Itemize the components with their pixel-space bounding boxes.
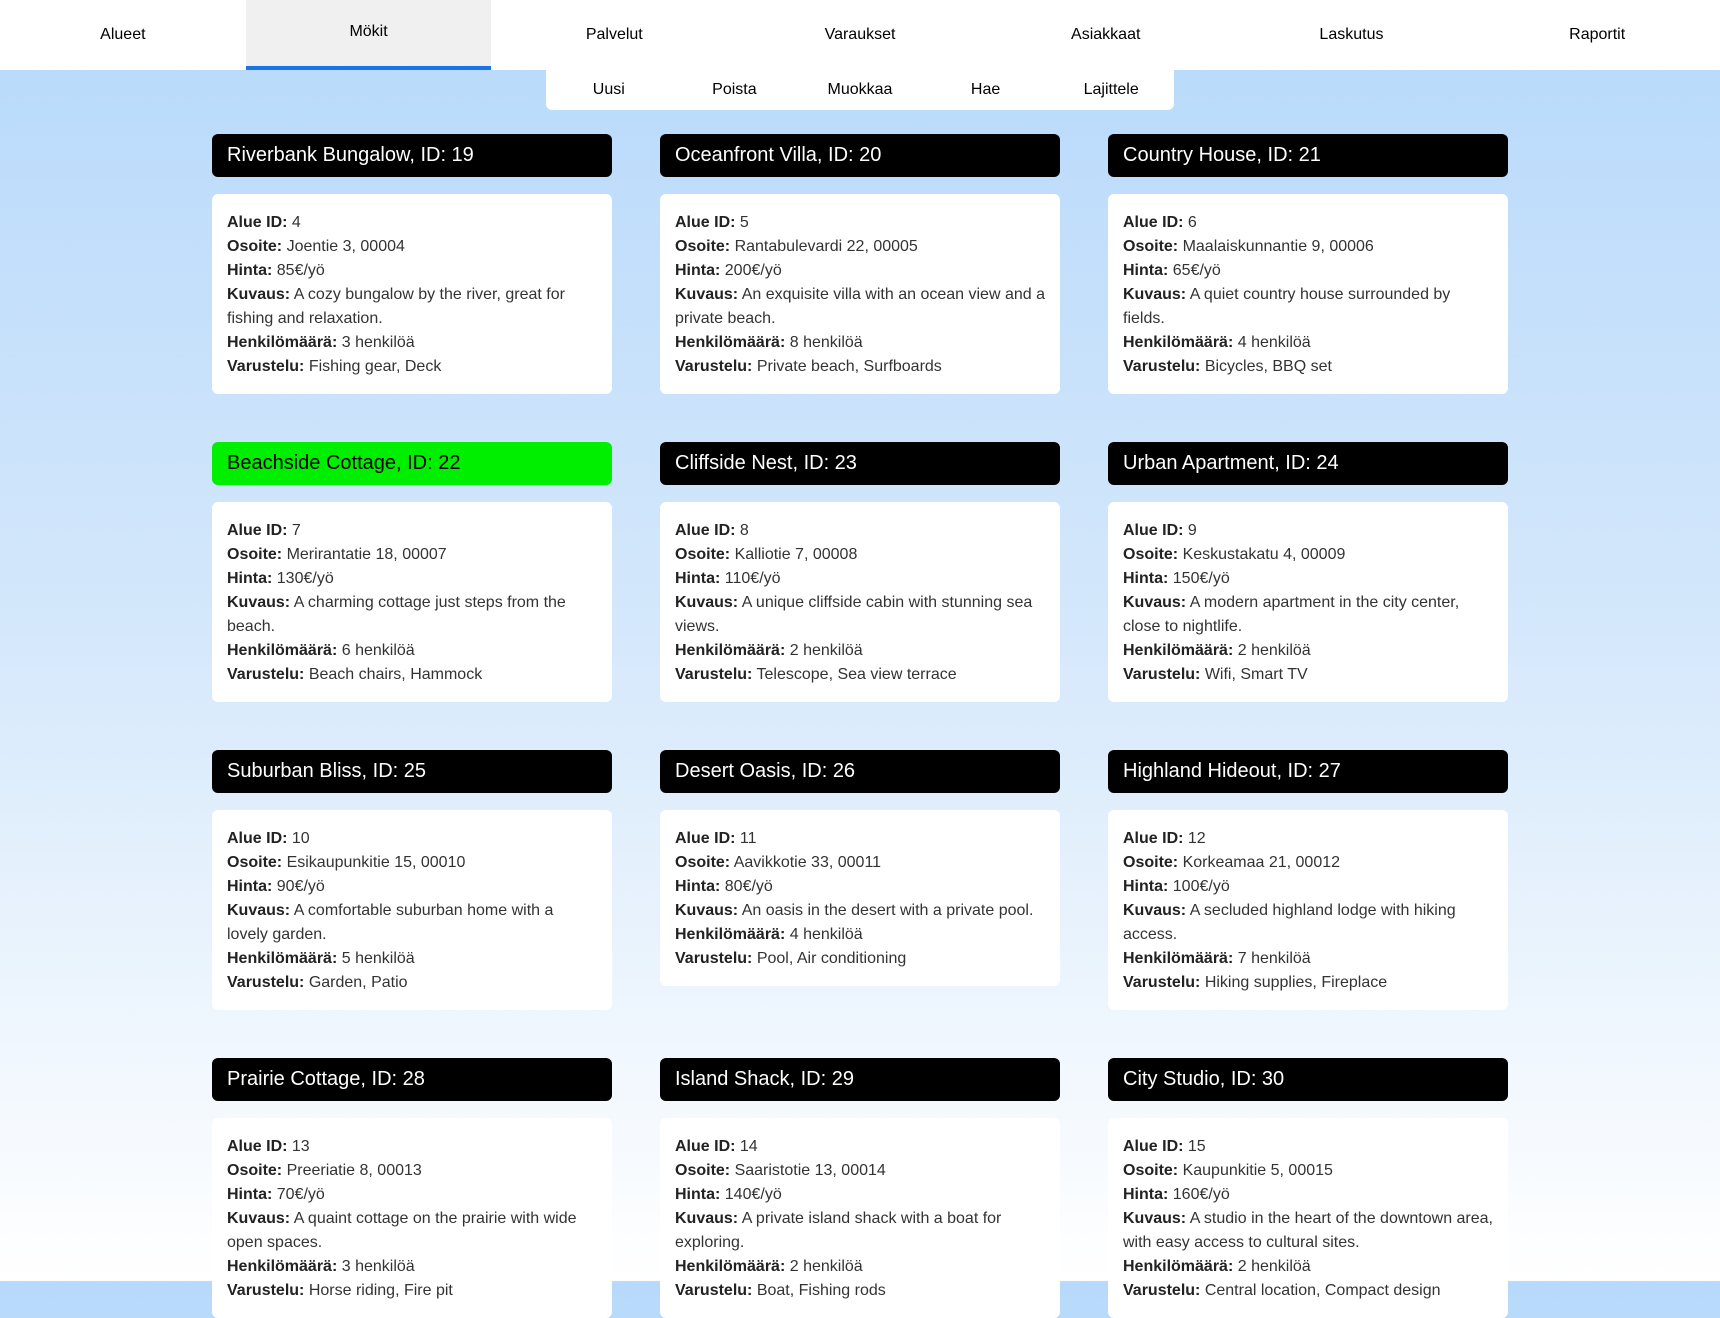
detail-value-alue: 11 — [739, 830, 757, 847]
tab-varaukset[interactable]: Varaukset — [824, 26, 896, 43]
detail-value-osoite: Korkeamaa 21, 00012 — [1182, 854, 1341, 871]
detail-value-osoite: Kaupunkitie 5, 00015 — [1182, 1162, 1333, 1179]
detail-row-osoite — [675, 235, 1045, 259]
detail-row-hinta — [227, 567, 597, 591]
detail-value-kuvaus: A studio in the heart of the downtown area, with easy access to cultural sites. — [1123, 1210, 1493, 1251]
detail-label-alue: Alue ID: — [1123, 522, 1184, 539]
detail-value-alue: 9 — [1187, 522, 1197, 539]
detail-value-kuvaus: A quiet country house surrounded by fields. — [1123, 286, 1451, 327]
detail-row-alue — [227, 1135, 597, 1159]
sort-button[interactable]: Lajittele — [1083, 81, 1139, 98]
detail-label-varustelu: Varustelu: — [675, 358, 753, 375]
detail-value-kuvaus: A charming cottage just steps from the beach. — [227, 594, 566, 635]
cabin-card-title[interactable]: Oceanfront Villa, ID: 20 — [660, 134, 1060, 177]
detail-row-hinta — [227, 875, 597, 899]
detail-label-kuvaus: Kuvaus: — [1123, 286, 1187, 303]
detail-row-varustelu — [227, 663, 597, 687]
detail-value-henkilo: 7 henkilöä — [1237, 950, 1311, 967]
detail-label-henkilo: Henkilömäärä: — [227, 334, 338, 351]
detail-row-alue — [675, 211, 1045, 235]
detail-row-kuvaus — [1123, 899, 1493, 947]
cabin-card-details — [212, 1118, 612, 1318]
search-button[interactable]: Hae — [970, 81, 1001, 98]
detail-row-alue — [227, 827, 597, 851]
detail-value-osoite: Maalaiskunnantie 9, 00006 — [1182, 238, 1374, 255]
cabin-card[interactable] — [1108, 134, 1508, 394]
detail-label-hinta: Hinta: — [1123, 570, 1169, 587]
tab-asiakkaat[interactable]: Asiakkaat — [1071, 26, 1141, 43]
detail-row-osoite — [1123, 235, 1493, 259]
detail-row-hinta — [227, 1183, 597, 1207]
detail-label-alue: Alue ID: — [1123, 214, 1184, 231]
detail-row-hinta — [675, 259, 1045, 283]
detail-row-osoite — [227, 235, 597, 259]
detail-row-osoite — [227, 1159, 597, 1183]
detail-label-alue: Alue ID: — [227, 214, 288, 231]
detail-row-osoite — [675, 851, 1045, 875]
detail-value-osoite: Keskustakatu 4, 00009 — [1182, 546, 1346, 563]
detail-row-osoite — [675, 543, 1045, 567]
detail-value-hinta: 160€/yö — [1172, 1186, 1230, 1203]
detail-value-henkilo: 4 henkilöä — [1237, 334, 1311, 351]
cabin-card[interactable] — [660, 750, 1060, 986]
detail-value-henkilo: 6 henkilöä — [341, 642, 415, 659]
detail-value-varustelu: Telescope, Sea view terrace — [756, 666, 957, 683]
detail-row-henkilo — [675, 331, 1045, 355]
detail-row-henkilo — [227, 947, 597, 971]
edit-button[interactable]: Muokkaa — [827, 81, 893, 98]
cabin-card[interactable] — [1108, 750, 1508, 1010]
cabin-card-details — [212, 194, 612, 394]
detail-row-henkilo — [675, 923, 1045, 947]
cabin-card-details — [660, 502, 1060, 702]
detail-row-osoite — [1123, 1159, 1493, 1183]
cabin-card-title[interactable]: City Studio, ID: 30 — [1108, 1058, 1508, 1101]
detail-label-osoite: Osoite: — [227, 238, 283, 255]
detail-row-osoite — [227, 851, 597, 875]
detail-label-henkilo: Henkilömäärä: — [227, 1258, 338, 1275]
detail-row-alue — [675, 1135, 1045, 1159]
cabin-card[interactable] — [660, 442, 1060, 702]
detail-value-osoite: Saaristotie 13, 00014 — [734, 1162, 886, 1179]
detail-label-hinta: Hinta: — [1123, 262, 1169, 279]
detail-row-hinta — [675, 1183, 1045, 1207]
delete-button[interactable]: Poista — [712, 81, 757, 98]
detail-value-kuvaus: A quaint cottage on the prairie with wide open spaces. — [227, 1210, 577, 1251]
detail-label-hinta: Hinta: — [675, 1186, 721, 1203]
cabin-card-title[interactable]: Urban Apartment, ID: 24 — [1108, 442, 1508, 485]
detail-label-kuvaus: Kuvaus: — [227, 286, 291, 303]
detail-value-varustelu: Fishing gear, Deck — [308, 358, 442, 375]
detail-label-henkilo: Henkilömäärä: — [227, 950, 338, 967]
detail-row-varustelu — [675, 1279, 1045, 1303]
tab-palvelut[interactable]: Palvelut — [585, 26, 643, 43]
detail-value-osoite: Merirantatie 18, 00007 — [286, 546, 447, 563]
detail-label-alue: Alue ID: — [227, 522, 288, 539]
detail-row-kuvaus — [227, 283, 597, 331]
detail-label-alue: Alue ID: — [675, 830, 736, 847]
detail-label-henkilo: Henkilömäärä: — [675, 926, 786, 943]
cabin-card[interactable] — [660, 134, 1060, 394]
detail-value-varustelu: Garden, Patio — [308, 974, 408, 991]
detail-value-alue: 5 — [739, 214, 749, 231]
detail-value-kuvaus: An exquisite villa with an ocean view and a private beach. — [675, 286, 1045, 327]
detail-label-kuvaus: Kuvaus: — [675, 1210, 739, 1227]
detail-label-osoite: Osoite: — [1123, 546, 1179, 563]
detail-label-kuvaus: Kuvaus: — [227, 902, 291, 919]
detail-row-hinta — [1123, 567, 1493, 591]
detail-value-kuvaus: A comfortable suburban home with a lovely garden. — [227, 902, 554, 943]
detail-row-hinta — [1123, 1183, 1493, 1207]
detail-label-kuvaus: Kuvaus: — [1123, 594, 1187, 611]
cabin-card-title[interactable]: Country House, ID: 21 — [1108, 134, 1508, 177]
detail-row-kuvaus — [227, 899, 597, 947]
detail-label-varustelu: Varustelu: — [1123, 1282, 1201, 1299]
action-toolbar — [546, 70, 1174, 110]
detail-row-kuvaus — [227, 591, 597, 639]
detail-label-alue: Alue ID: — [675, 1138, 736, 1155]
detail-label-kuvaus: Kuvaus: — [227, 1210, 291, 1227]
detail-label-hinta: Hinta: — [227, 1186, 273, 1203]
detail-label-alue: Alue ID: — [227, 830, 288, 847]
detail-row-henkilo — [1123, 639, 1493, 663]
detail-row-alue — [1123, 827, 1493, 851]
detail-row-varustelu — [675, 663, 1045, 687]
cabin-card[interactable] — [212, 134, 612, 394]
detail-row-osoite — [1123, 851, 1493, 875]
detail-label-kuvaus: Kuvaus: — [1123, 1210, 1187, 1227]
detail-value-hinta: 65€/yö — [1172, 262, 1221, 279]
detail-row-osoite — [675, 1159, 1045, 1183]
cabin-card-title[interactable]: Cliffside Nest, ID: 23 — [660, 442, 1060, 485]
cabin-card-title[interactable]: Desert Oasis, ID: 26 — [660, 750, 1060, 793]
detail-row-hinta — [1123, 875, 1493, 899]
cabin-grid — [212, 134, 1508, 1318]
cabin-card-details — [212, 502, 612, 702]
detail-row-henkilo — [1123, 1255, 1493, 1279]
detail-label-alue: Alue ID: — [1123, 830, 1184, 847]
detail-label-varustelu: Varustelu: — [1123, 358, 1201, 375]
detail-value-henkilo: 4 henkilöä — [789, 926, 863, 943]
cabin-card-details — [660, 194, 1060, 394]
detail-value-osoite: Esikaupunkitie 15, 00010 — [286, 854, 466, 871]
detail-row-kuvaus — [675, 283, 1045, 331]
detail-value-hinta: 110€/yö — [724, 570, 781, 587]
cabin-card[interactable] — [1108, 442, 1508, 702]
detail-value-alue: 13 — [291, 1138, 310, 1155]
detail-row-henkilo — [227, 639, 597, 663]
detail-row-alue — [1123, 1135, 1493, 1159]
detail-label-hinta: Hinta: — [675, 878, 721, 895]
detail-value-henkilo: 3 henkilöä — [341, 334, 415, 351]
cabin-card-title[interactable]: Beachside Cottage, ID: 22 — [212, 442, 612, 485]
detail-row-varustelu — [227, 971, 597, 995]
tab-alueet[interactable]: Alueet — [100, 26, 146, 43]
detail-row-kuvaus — [1123, 591, 1493, 639]
detail-label-hinta: Hinta: — [1123, 1186, 1169, 1203]
cabin-card-title[interactable]: Island Shack, ID: 29 — [660, 1058, 1060, 1101]
detail-label-varustelu: Varustelu: — [227, 358, 305, 375]
detail-label-alue: Alue ID: — [675, 522, 736, 539]
detail-label-henkilo: Henkilömäärä: — [1123, 334, 1234, 351]
cabin-card[interactable] — [660, 1058, 1060, 1318]
top-navigation — [0, 0, 1720, 70]
detail-value-varustelu: Boat, Fishing rods — [756, 1282, 886, 1299]
detail-value-henkilo: 8 henkilöä — [789, 334, 863, 351]
detail-value-varustelu: Pool, Air conditioning — [756, 950, 907, 967]
detail-row-hinta — [227, 259, 597, 283]
detail-row-henkilo — [1123, 947, 1493, 971]
detail-label-henkilo: Henkilömäärä: — [1123, 950, 1234, 967]
detail-value-alue: 4 — [291, 214, 301, 231]
detail-label-osoite: Osoite: — [227, 1162, 283, 1179]
detail-value-henkilo: 5 henkilöä — [341, 950, 415, 967]
detail-row-alue — [1123, 519, 1493, 543]
cabin-card-details — [660, 810, 1060, 986]
detail-value-hinta: 70€/yö — [276, 1186, 325, 1203]
detail-label-alue: Alue ID: — [1123, 1138, 1184, 1155]
detail-row-henkilo — [227, 1255, 597, 1279]
detail-value-hinta: 130€/yö — [276, 570, 334, 587]
detail-row-alue — [227, 519, 597, 543]
detail-row-henkilo — [227, 331, 597, 355]
detail-label-osoite: Osoite: — [227, 546, 283, 563]
detail-value-hinta: 140€/yö — [724, 1186, 782, 1203]
detail-value-alue: 8 — [739, 522, 749, 539]
detail-value-hinta: 150€/yö — [1172, 570, 1230, 587]
detail-value-alue: 10 — [291, 830, 310, 847]
detail-row-varustelu — [675, 947, 1045, 971]
detail-label-varustelu: Varustelu: — [1123, 666, 1201, 683]
detail-value-kuvaus: An oasis in the desert with a private pool. — [741, 902, 1034, 919]
detail-label-varustelu: Varustelu: — [227, 666, 305, 683]
cabin-card-details — [1108, 194, 1508, 394]
detail-value-varustelu: Hiking supplies, Fireplace — [1204, 974, 1388, 991]
detail-label-henkilo: Henkilömäärä: — [675, 642, 786, 659]
detail-label-henkilo: Henkilömäärä: — [675, 1258, 786, 1275]
detail-value-henkilo: 2 henkilöä — [1237, 642, 1311, 659]
detail-label-varustelu: Varustelu: — [227, 1282, 305, 1299]
cabin-card[interactable] — [212, 1058, 612, 1318]
detail-value-alue: 14 — [739, 1138, 758, 1155]
detail-value-hinta: 200€/yö — [724, 262, 782, 279]
detail-value-henkilo: 2 henkilöä — [789, 642, 863, 659]
detail-label-henkilo: Henkilömäärä: — [1123, 1258, 1234, 1275]
detail-row-hinta — [675, 875, 1045, 899]
detail-value-varustelu: Bicycles, BBQ set — [1204, 358, 1332, 375]
cabin-card[interactable] — [212, 750, 612, 1010]
detail-row-varustelu — [1123, 971, 1493, 995]
detail-label-varustelu: Varustelu: — [675, 666, 753, 683]
detail-value-varustelu: Wifi, Smart TV — [1204, 666, 1308, 683]
detail-value-henkilo: 2 henkilöä — [1237, 1258, 1311, 1275]
detail-value-henkilo: 3 henkilöä — [341, 1258, 415, 1275]
tab-mokit[interactable]: Mökit — [246, 0, 492, 70]
tab-raportit[interactable]: Raportit — [1569, 26, 1626, 43]
detail-value-osoite: Kalliotie 7, 00008 — [734, 546, 858, 563]
detail-value-varustelu: Private beach, Surfboards — [756, 358, 942, 375]
cabin-card-title[interactable]: Prairie Cottage, ID: 28 — [212, 1058, 612, 1101]
detail-label-osoite: Osoite: — [675, 546, 731, 563]
detail-label-henkilo: Henkilömäärä: — [675, 334, 786, 351]
cabin-card-details — [1108, 1118, 1508, 1318]
detail-label-kuvaus: Kuvaus: — [675, 902, 739, 919]
detail-row-varustelu — [227, 355, 597, 379]
detail-value-hinta: 85€/yö — [276, 262, 325, 279]
cabin-card-title[interactable]: Suburban Bliss, ID: 25 — [212, 750, 612, 793]
detail-label-hinta: Hinta: — [675, 262, 721, 279]
detail-label-varustelu: Varustelu: — [227, 974, 305, 991]
detail-value-osoite: Joentie 3, 00004 — [286, 238, 405, 255]
detail-value-osoite: Aavikkotie 33, 00011 — [733, 854, 882, 871]
detail-row-kuvaus — [1123, 283, 1493, 331]
detail-row-alue — [1123, 211, 1493, 235]
detail-row-kuvaus — [675, 591, 1045, 639]
detail-row-kuvaus — [675, 899, 1045, 923]
detail-label-varustelu: Varustelu: — [675, 1282, 753, 1299]
detail-value-hinta: 80€/yö — [724, 878, 773, 895]
detail-row-varustelu — [1123, 1279, 1493, 1303]
detail-row-hinta — [675, 567, 1045, 591]
detail-label-varustelu: Varustelu: — [675, 950, 753, 967]
detail-label-osoite: Osoite: — [1123, 238, 1179, 255]
cabin-card-details — [212, 810, 612, 1010]
detail-label-alue: Alue ID: — [227, 1138, 288, 1155]
cabin-card[interactable] — [1108, 1058, 1508, 1318]
detail-row-osoite — [227, 543, 597, 567]
detail-row-kuvaus — [675, 1207, 1045, 1255]
detail-value-osoite: Rantabulevardi 22, 00005 — [734, 238, 918, 255]
detail-value-hinta: 90€/yö — [276, 878, 325, 895]
cabin-card-details — [1108, 810, 1508, 1010]
cabin-card-details — [1108, 502, 1508, 702]
detail-label-kuvaus: Kuvaus: — [1123, 902, 1187, 919]
detail-row-alue — [675, 519, 1045, 543]
detail-row-osoite — [1123, 543, 1493, 567]
cabin-card-title[interactable]: Riverbank Bungalow, ID: 19 — [212, 134, 612, 177]
detail-row-varustelu — [227, 1279, 597, 1303]
detail-label-hinta: Hinta: — [227, 570, 273, 587]
detail-row-alue — [227, 211, 597, 235]
detail-label-hinta: Hinta: — [227, 878, 273, 895]
detail-value-kuvaus: A unique cliffside cabin with stunning sea views. — [675, 594, 1033, 635]
new-button[interactable]: Uusi — [592, 81, 625, 98]
detail-value-kuvaus: A secluded highland lodge with hiking access. — [1123, 902, 1456, 943]
tab-laskutus[interactable]: Laskutus — [1319, 26, 1384, 43]
detail-label-alue: Alue ID: — [675, 214, 736, 231]
detail-value-kuvaus: A private island shack with a boat for exploring. — [675, 1210, 1002, 1251]
detail-label-varustelu: Varustelu: — [1123, 974, 1201, 991]
detail-row-hinta — [1123, 259, 1493, 283]
detail-value-alue: 12 — [1187, 830, 1206, 847]
cabin-card-details — [660, 1118, 1060, 1318]
detail-value-varustelu: Beach chairs, Hammock — [308, 666, 483, 683]
detail-value-alue: 7 — [291, 522, 301, 539]
detail-value-kuvaus: A cozy bungalow by the river, great for fishing and relaxation. — [227, 286, 565, 327]
detail-value-kuvaus: A modern apartment in the city center, close to nightlife. — [1123, 594, 1460, 635]
detail-value-henkilo: 2 henkilöä — [789, 1258, 863, 1275]
detail-value-alue: 6 — [1187, 214, 1197, 231]
detail-row-varustelu — [675, 355, 1045, 379]
detail-label-kuvaus: Kuvaus: — [675, 594, 739, 611]
detail-row-alue — [675, 827, 1045, 851]
detail-label-hinta: Hinta: — [1123, 878, 1169, 895]
detail-value-alue: 15 — [1187, 1138, 1206, 1155]
detail-label-kuvaus: Kuvaus: — [227, 594, 291, 611]
detail-label-osoite: Osoite: — [1123, 854, 1179, 871]
detail-value-hinta: 100€/yö — [1172, 878, 1230, 895]
detail-label-hinta: Hinta: — [675, 570, 721, 587]
detail-value-varustelu: Central location, Compact design — [1204, 1282, 1441, 1299]
detail-label-henkilo: Henkilömäärä: — [227, 642, 338, 659]
detail-label-osoite: Osoite: — [227, 854, 283, 871]
detail-value-varustelu: Horse riding, Fire pit — [308, 1282, 453, 1299]
detail-label-henkilo: Henkilömäärä: — [1123, 642, 1234, 659]
detail-label-osoite: Osoite: — [675, 1162, 731, 1179]
detail-row-henkilo — [675, 1255, 1045, 1279]
detail-row-kuvaus — [1123, 1207, 1493, 1255]
detail-label-hinta: Hinta: — [227, 262, 273, 279]
detail-row-varustelu — [1123, 355, 1493, 379]
detail-row-henkilo — [675, 639, 1045, 663]
detail-label-osoite: Osoite: — [1123, 1162, 1179, 1179]
cabin-card[interactable] — [212, 442, 612, 702]
detail-label-kuvaus: Kuvaus: — [675, 286, 739, 303]
detail-row-varustelu — [1123, 663, 1493, 687]
detail-row-henkilo — [1123, 331, 1493, 355]
detail-row-kuvaus — [227, 1207, 597, 1255]
detail-label-osoite: Osoite: — [675, 854, 731, 871]
cabin-card-title[interactable]: Highland Hideout, ID: 27 — [1108, 750, 1508, 793]
detail-label-osoite: Osoite: — [675, 238, 731, 255]
detail-value-osoite: Preeriatie 8, 00013 — [286, 1162, 422, 1179]
